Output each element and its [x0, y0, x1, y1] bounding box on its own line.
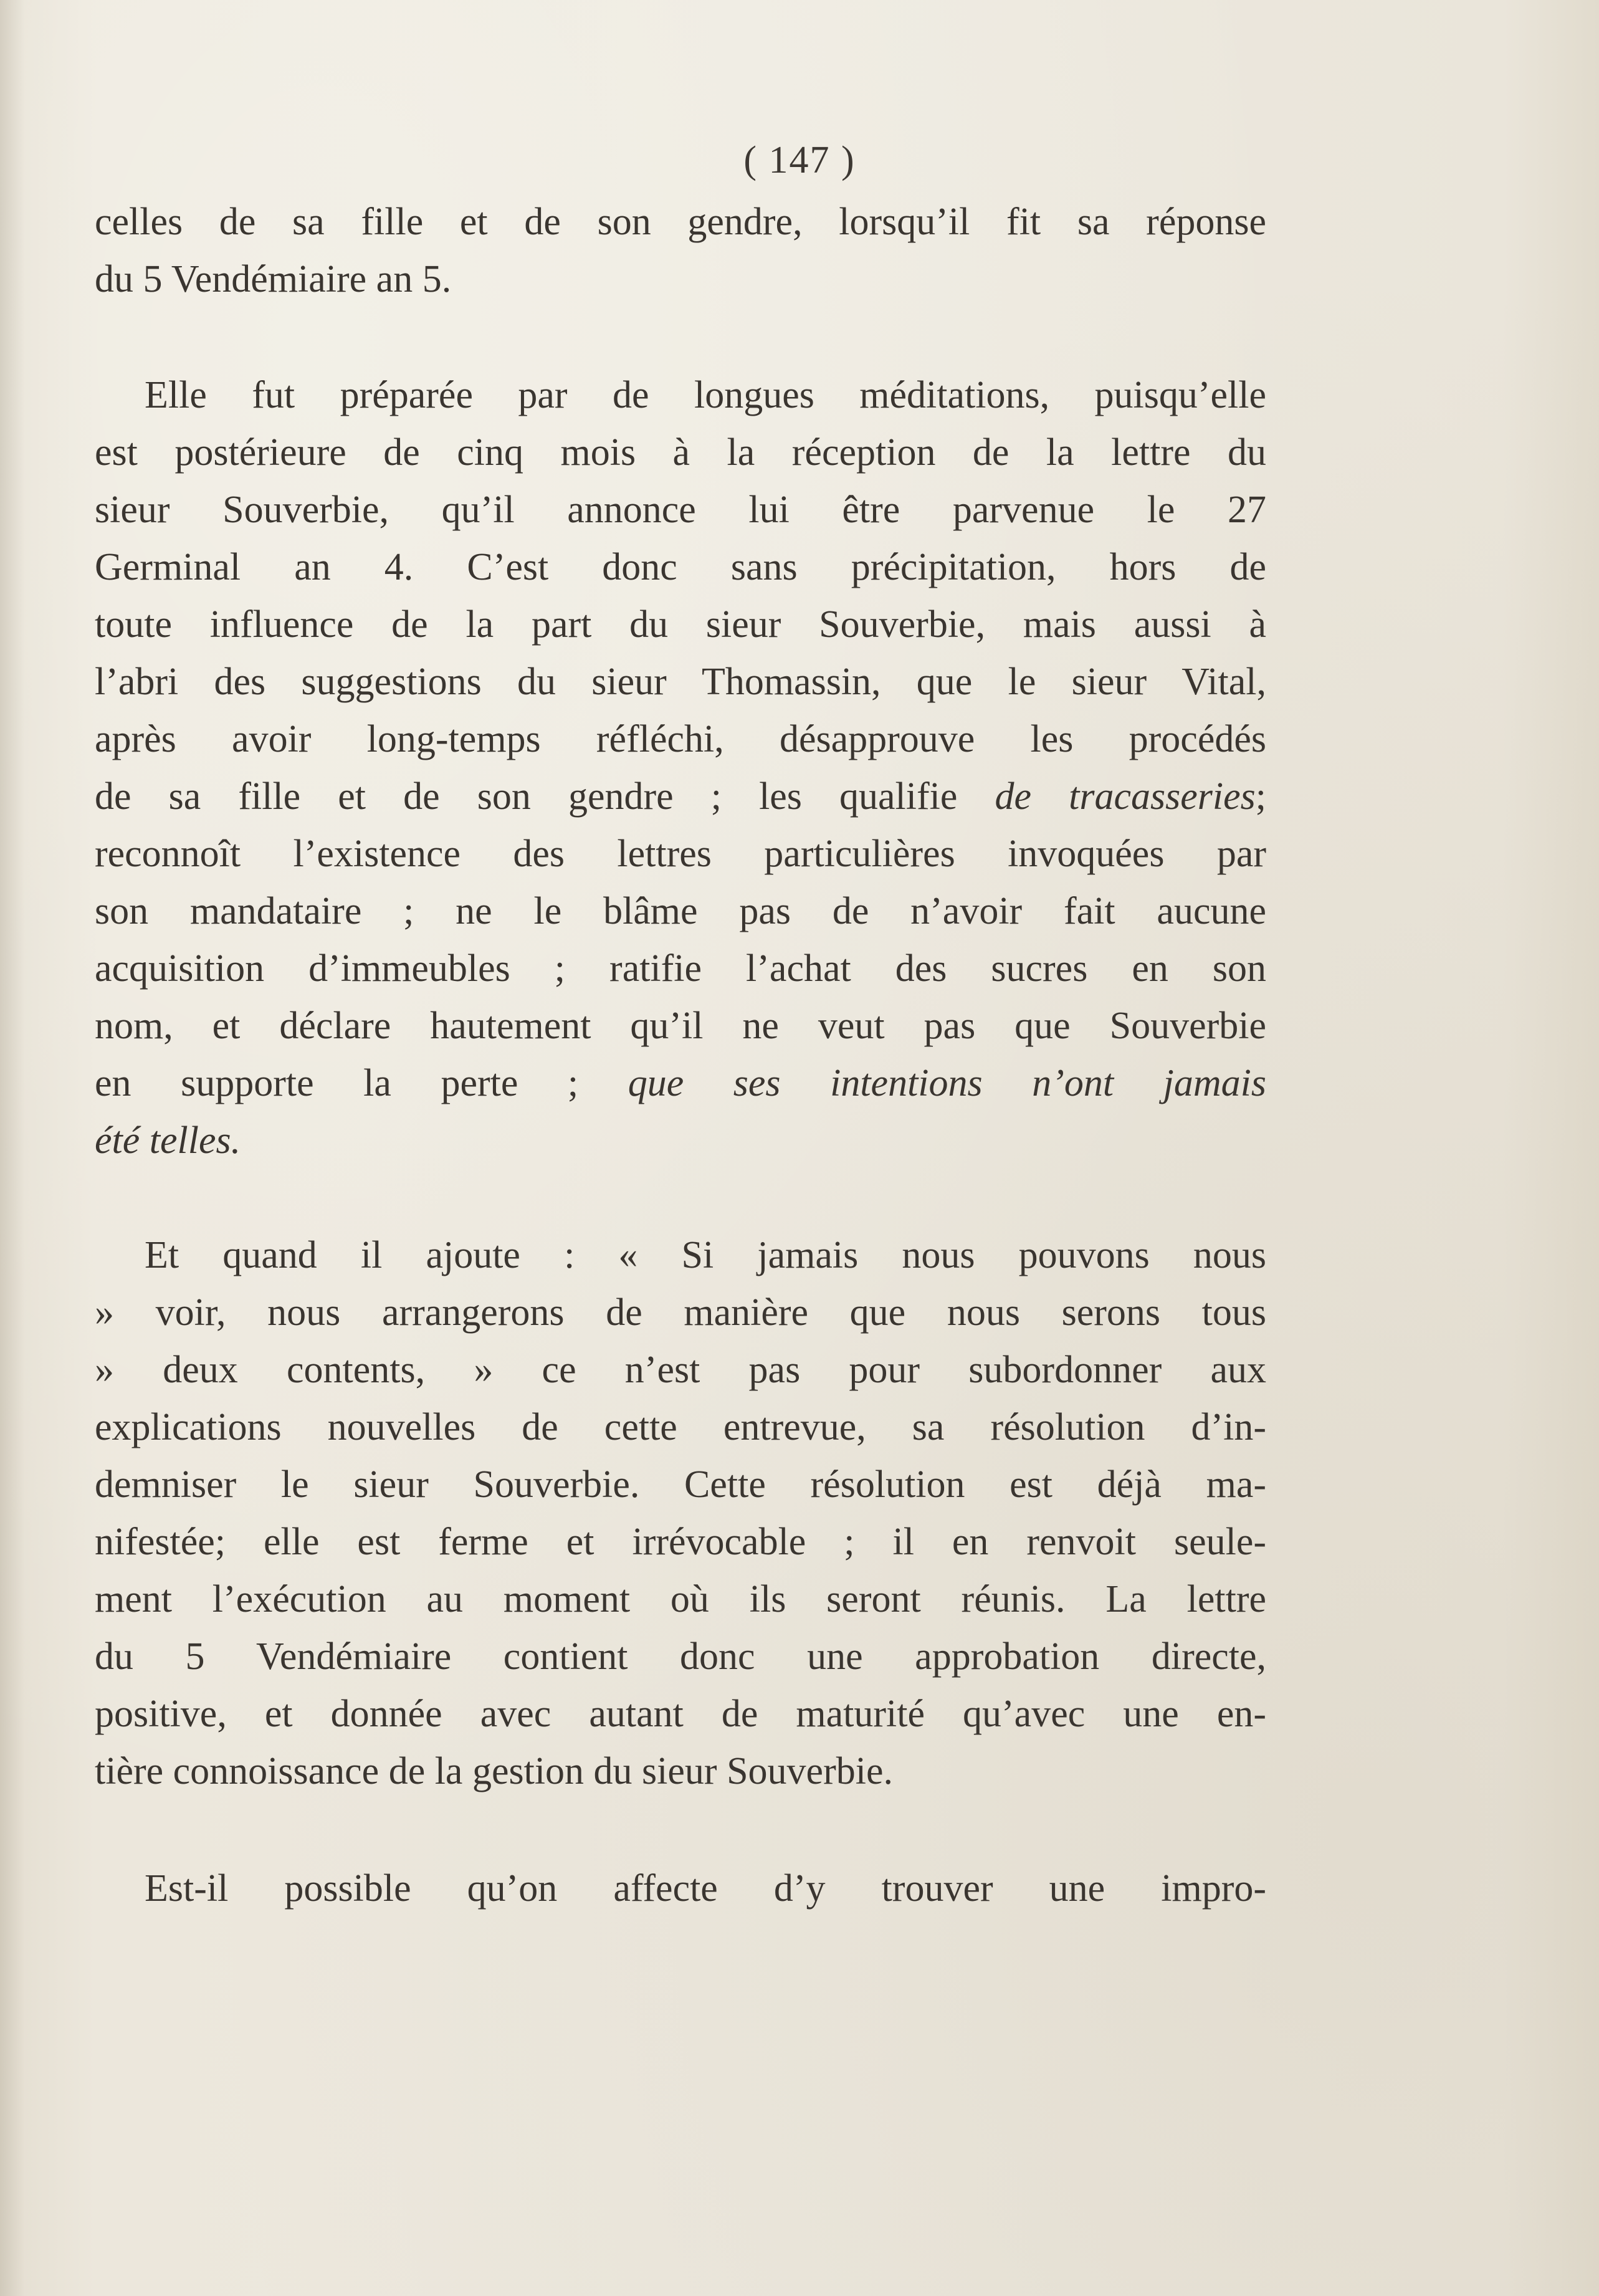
- page-edge-shadow: [0, 0, 25, 2296]
- text-line-with-italic: [95, 768, 1266, 825]
- text-line: Et quand il ajoute : « Si jamais nous pouvons nous: [145, 1234, 1266, 1276]
- text-segment: ;: [1255, 775, 1266, 818]
- text-line: nifestée; elle est ferme et irrévocable ; il en renvoit seule-: [95, 1521, 1266, 1563]
- text-line: du 5 Vendémiaire an 5.: [95, 258, 452, 300]
- text-line: du 5 Vendémiaire contient donc une approbation directe,: [95, 1635, 1266, 1678]
- paragraph-3: [95, 1227, 1266, 1800]
- text-line: celles de sa fille et de son gendre, lorsqu’il fit sa réponse: [95, 201, 1266, 243]
- text-line: » deux contents, » ce n’est pas pour subordonner aux: [95, 1349, 1266, 1391]
- text-line: » voir, nous arrangerons de manière que nous serons tous: [95, 1291, 1266, 1334]
- text-line: l’abri des suggestions du sieur Thomassin, que le sieur Vital,: [95, 661, 1266, 703]
- text-line: toute influence de la part du sieur Souverbie, mais aussi à: [95, 603, 1266, 646]
- text-line: après avoir long-temps réfléchi, désapprouve les procédés: [95, 718, 1266, 760]
- text-line: nom, et déclare hautement qu’il ne veut pas que Souverbie: [95, 1005, 1266, 1047]
- paragraph-2: [95, 366, 1266, 1169]
- text-line: tière connoissance de la gestion du sieur Souverbie.: [95, 1750, 893, 1792]
- text-line: Est-il possible qu’on affecte d’y trouver une impro-: [145, 1867, 1266, 1910]
- text-line: son mandataire ; ne le blâme pas de n’avoir fait aucune: [95, 890, 1266, 932]
- text-segment: en supporte la perte ;: [95, 1062, 628, 1104]
- paragraph-1: [95, 193, 1266, 308]
- text-line-with-italic: [95, 1055, 1266, 1112]
- text-line: demniser le sieur Souverbie. Cette résolution est déjà ma-: [95, 1463, 1266, 1506]
- italic-segment: de tracasseries: [995, 775, 1256, 818]
- italic-segment: que ses intentions n’ont jamais: [628, 1062, 1266, 1104]
- text-line: Germinal an 4. C’est donc sans précipitation, hors de: [95, 546, 1266, 588]
- text-line: acquisition d’immeubles ; ratifie l’achat des sucres en son: [95, 947, 1266, 990]
- text-line: ment l’exécution au moment où ils seront réunis. La lettre: [95, 1578, 1266, 1620]
- text-line: reconnoît l’existence des lettres particulières invoquées par: [95, 833, 1266, 875]
- text-line: explications nouvelles de cette entrevue, sa résolution d’in-: [95, 1406, 1266, 1448]
- text-line: sieur Souverbie, qu’il annonce lui être parvenue le 27: [95, 489, 1266, 531]
- text-line: positive, et donnée avec autant de maturité qu’avec une en-: [95, 1693, 1266, 1735]
- text-line: est postérieure de cinq mois à la réception de la lettre du: [95, 431, 1266, 474]
- italic-segment: été telles.: [95, 1119, 241, 1162]
- page-number: ( 147 ): [743, 139, 856, 181]
- paragraph-4: [95, 1860, 1266, 1917]
- text-segment: de sa fille et de son gendre ; les qualifie: [95, 775, 995, 818]
- text-line-with-italic: [95, 1112, 1266, 1169]
- text-line: Elle fut préparée par de longues méditations, puisqu’elle: [145, 374, 1266, 416]
